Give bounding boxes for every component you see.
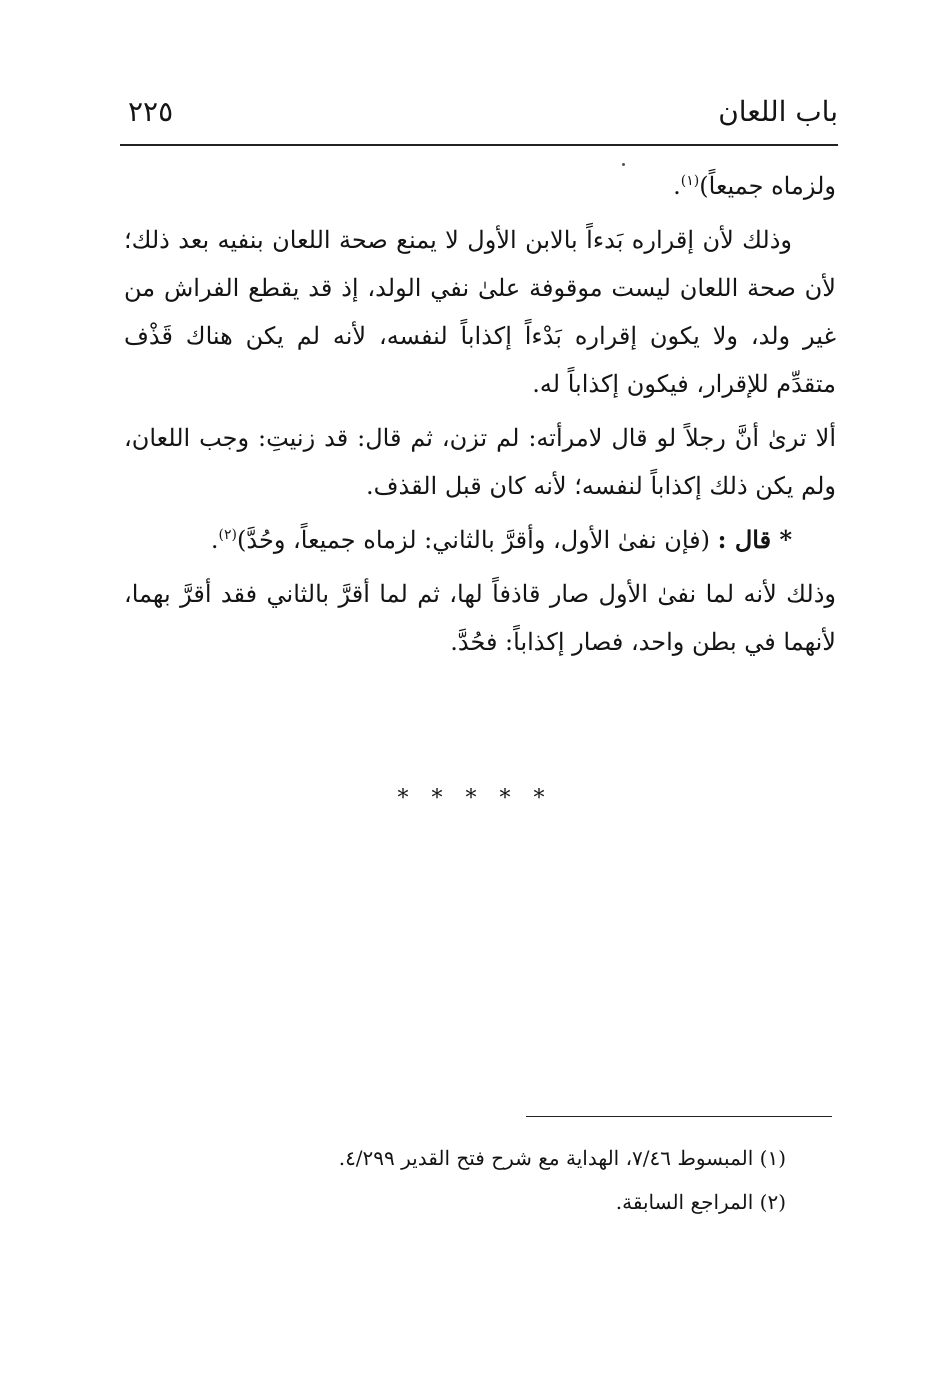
running-title: باب اللعان (718, 95, 838, 128)
paragraph-3: ألا ترىٰ أنَّ رجلاً لو قال لامرأته: لم تزن، ثم قال: قد زنيتِ: وجب اللعان، ولم يكن ذلك إكذاباً لنفسه؛ لأنه كان قبل القذف. (124, 424, 836, 500)
footnote-1: (١) المبسوط ٧/٤٦، الهداية مع شرح فتح القدير ٤/٢٩٩. (338, 1146, 786, 1170)
footnote-divider (526, 1116, 832, 1117)
paragraph-2: وذلك لأن إقراره بَدءاً بالابن الأول لا يمنع صحة اللعان بنفيه بعد ذلك؛ لأن صحة اللعان ليست موقوفة علىٰ نفي الولد، إذ قد يقطع الفراش من غير ولد، ولا يكون إقراره بَدْءاً إكذاباً لنفسه، لأنه لم يكن هناك قَذْف متقدِّم للإقرار، فيكون إكذاباً له. (124, 226, 836, 398)
footnote-ref-1[interactable]: (١) (680, 173, 700, 189)
paragraph-1-text: ولزماه جميعاً) (699, 172, 836, 200)
footnote-ref-2[interactable]: (٢) (218, 527, 238, 543)
paragraph-1-end: . (673, 172, 681, 200)
paragraph-1 (124, 162, 836, 210)
footnotes (120, 1136, 786, 1224)
footnote-2: (٢) المراجع السابقة. (615, 1190, 786, 1214)
paragraph-4 (124, 516, 836, 564)
paragraph-4-text: (فإن نفىٰ الأول، وأقرَّ بالثاني: لزماه جميعاً، وحُدَّ) (237, 526, 718, 554)
header-divider (120, 144, 838, 146)
qal-label: * قال : (717, 525, 792, 554)
body-text (124, 162, 836, 672)
paragraph-5: وذلك لأنه لما نفىٰ الأول صار قاذفاً لها، ثم لما أقرَّ بالثاني فقد أقرَّ بهما، لأنهما في بطن واحد، فصار إكذاباً: فحُدَّ. (124, 580, 836, 656)
section-separator: * * * * * (397, 786, 553, 811)
page-header (120, 92, 838, 132)
paragraph-4-end: . (210, 526, 219, 554)
page-number: ٢٢٥ (128, 95, 174, 128)
